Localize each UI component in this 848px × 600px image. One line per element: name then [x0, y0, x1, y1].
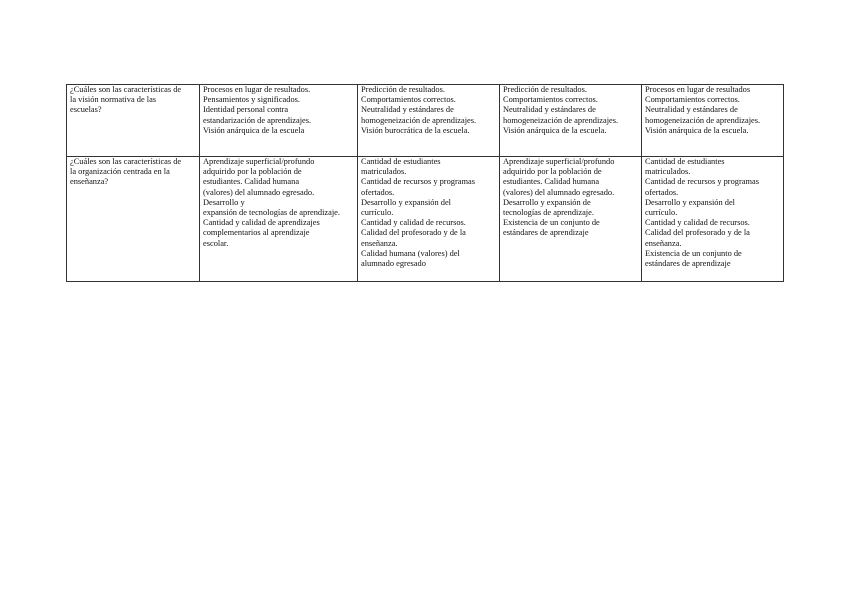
- answer-line: Existencia de un conjunto de: [503, 218, 600, 228]
- answer-line: Existencia de un conjunto de: [645, 248, 742, 258]
- comparison-table: [66, 84, 784, 282]
- answer-line: Calidad del profesorado y de la: [645, 228, 750, 238]
- table-row: [67, 85, 784, 157]
- question-line: ¿Cuáles son las características de: [70, 157, 182, 166]
- answer-line: ofertados.: [645, 187, 679, 197]
- answer-line: tecnologías de aprendizaje.: [503, 208, 594, 218]
- answer-line: estudiantes. Calidad humana: [503, 177, 600, 187]
- answer-line: enseñanza.: [361, 238, 398, 248]
- question-line: enseñanza?: [70, 177, 109, 187]
- answer-line: Desarrollo y expansión de: [503, 197, 591, 207]
- answer-line: Desarrollo y expansión del: [645, 197, 736, 207]
- answer-line: Comportamientos correctos.: [361, 95, 456, 105]
- answer-line: matriculados.: [361, 167, 407, 177]
- question-line: escuelas?: [70, 105, 102, 115]
- answer-cell: [358, 85, 500, 157]
- answer-line: Neutralidad y estándares de: [361, 105, 454, 115]
- answer-cell: [642, 85, 784, 157]
- answer-line: estándares de aprendizaje: [645, 259, 731, 269]
- answer-cell: [500, 85, 642, 157]
- answer-line: Neutralidad y estándares de: [503, 105, 596, 115]
- answer-cell: [642, 157, 784, 282]
- answer-line: Visión burocrática de la escuela.: [361, 125, 470, 135]
- answer-line: Comportamientos correctos.: [503, 95, 598, 105]
- answer-line: complementarios al aprendizaje: [203, 228, 310, 238]
- answer-line: Aprendizaje superficial/profundo: [203, 157, 315, 166]
- answer-line: Calidad del profesorado y de la: [361, 228, 466, 238]
- question-line: la visión normativa de las: [70, 95, 157, 105]
- question-cell: [67, 85, 200, 157]
- answer-line: Identidad personal contra: [203, 105, 289, 115]
- answer-line: matriculados.: [645, 167, 691, 177]
- answer-line: Pensamientos y significados.: [203, 95, 300, 105]
- answer-line: Cantidad de estudiantes: [361, 157, 441, 166]
- answer-line: Desarrollo y: [203, 197, 245, 207]
- answer-line: Cantidad de estudiantes: [645, 157, 725, 166]
- answer-line: escolar.: [203, 238, 229, 248]
- table-row: [67, 157, 784, 282]
- question-line: ¿Cuáles son las características de: [70, 85, 182, 94]
- answer-line: Neutralidad y estándares de: [645, 105, 738, 115]
- answer-line: Aprendizaje superficial/profundo: [503, 157, 615, 166]
- answer-line: Procesos en lugar de resultados.: [203, 85, 311, 94]
- answer-line: Comportamientos correctos.: [645, 95, 740, 105]
- answer-line: estandarización de aprendizajes.: [203, 115, 312, 125]
- answer-line: enseñanza.: [645, 238, 682, 248]
- answer-line: Cantidad y calidad de aprendizajes: [203, 218, 320, 228]
- answer-line: homogeneización de aprendizajes.: [361, 115, 477, 125]
- answer-cell: [200, 85, 358, 157]
- question-cell: [67, 157, 200, 282]
- answer-line: adquirido por la población de: [503, 167, 602, 177]
- answer-line: estándares de aprendizaje: [503, 228, 589, 238]
- answer-line: Visión anárquica de la escuela: [203, 125, 305, 135]
- answer-line: Cantidad y calidad de recursos.: [645, 218, 750, 228]
- answer-line: Predicción de resultados.: [503, 85, 587, 94]
- answer-line: ofertados.: [361, 187, 395, 197]
- answer-cell: [500, 157, 642, 282]
- answer-line: Desarrollo y expansión del: [361, 197, 452, 207]
- answer-line: Predicción de resultados.: [361, 85, 445, 94]
- answer-line: Visión anárquica de la escuela.: [645, 125, 749, 135]
- answer-line: Cantidad de recursos y programas: [361, 177, 475, 187]
- answer-line: Procesos en lugar de resultados: [645, 85, 751, 94]
- answer-line: currículo.: [361, 208, 394, 218]
- answer-line: (valores) del alumnado egresado.: [203, 187, 315, 197]
- answer-line: (valores) del alumnado egresado.: [503, 187, 615, 197]
- answer-line: estudiantes. Calidad humana: [203, 177, 300, 187]
- answer-cell: [358, 157, 500, 282]
- answer-line: homogeneización de aprendizajes.: [645, 115, 761, 125]
- answer-line: Cantidad y calidad de recursos.: [361, 218, 466, 228]
- question-line: la organización centrada en la: [70, 167, 170, 177]
- answer-line: alumnado egresado: [361, 259, 426, 269]
- answer-line: homogeneización de aprendizajes.: [503, 115, 619, 125]
- answer-line: expansión de tecnologías de aprendizaje.: [203, 208, 340, 218]
- answer-line: Cantidad de recursos y programas: [645, 177, 759, 187]
- answer-line: Visión anárquica de la escuela.: [503, 125, 607, 135]
- answer-line: currículo.: [645, 208, 678, 218]
- answer-line: Calidad humana (valores) del: [361, 248, 460, 258]
- answer-line: adquirido por la población de: [203, 167, 302, 177]
- answer-cell: [200, 157, 358, 282]
